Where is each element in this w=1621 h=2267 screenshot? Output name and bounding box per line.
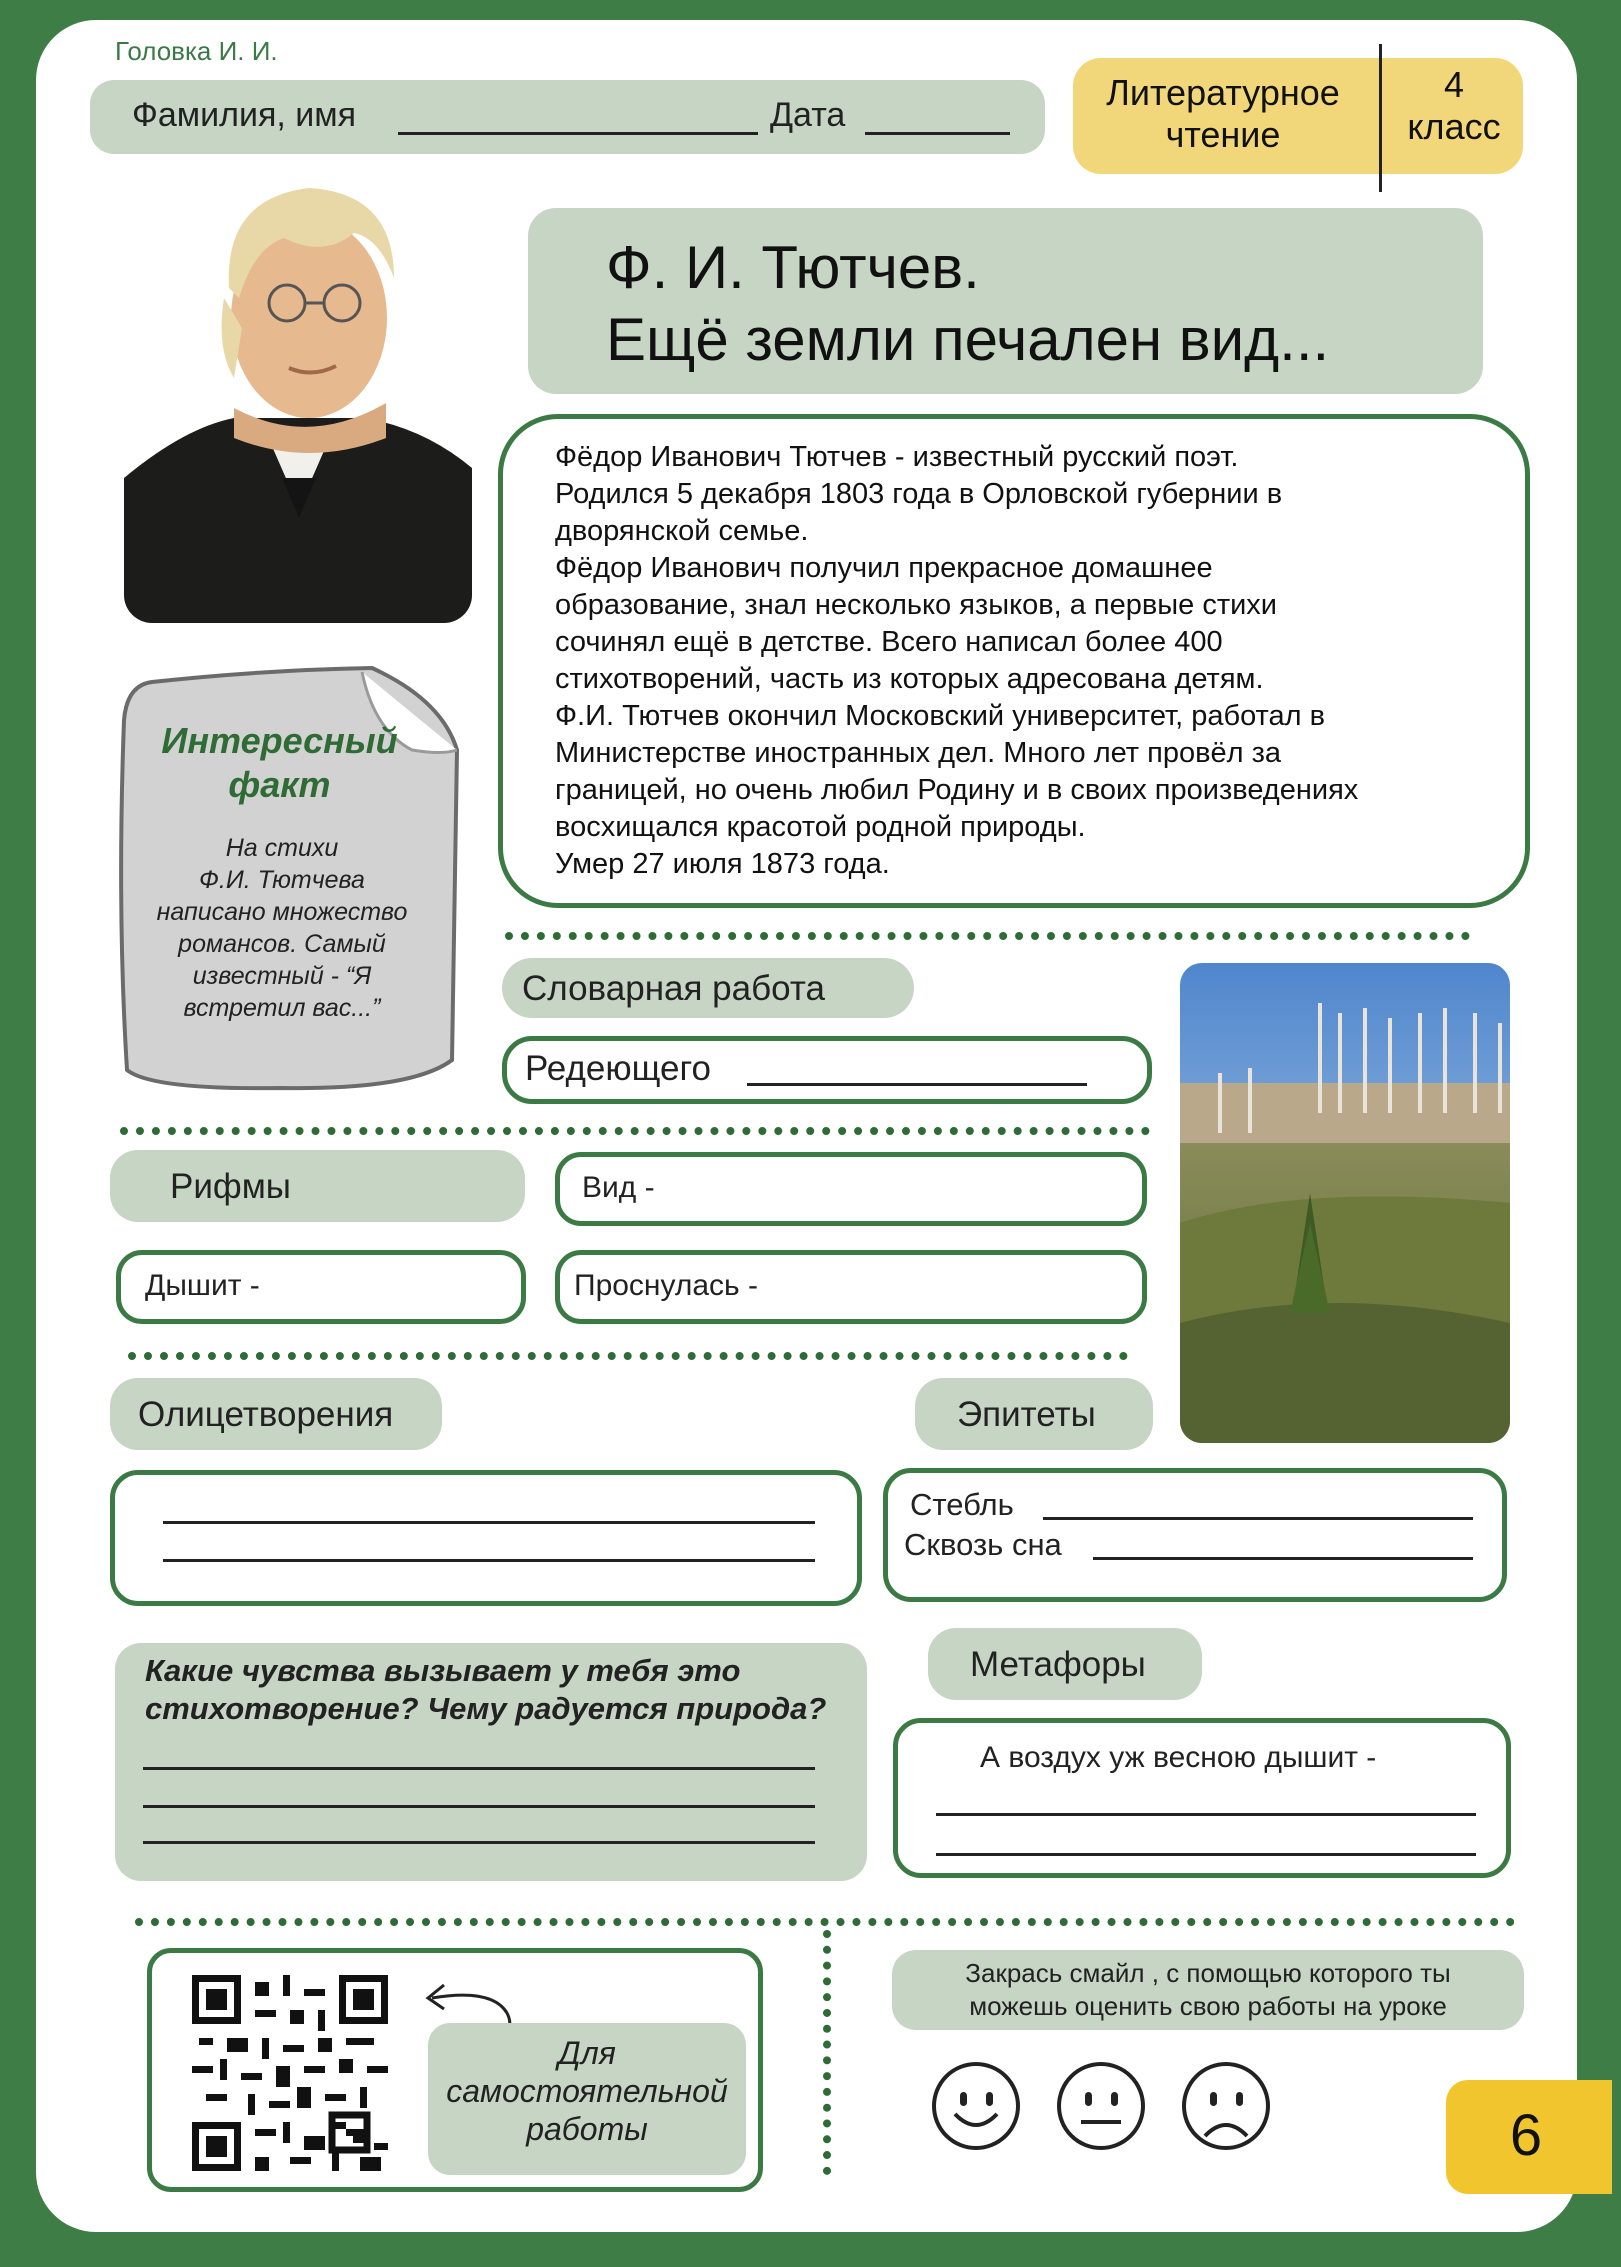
- question-line-b: [143, 1805, 815, 1808]
- epithet-stebl-line: [1043, 1517, 1473, 1520]
- grade-word: класс: [1407, 106, 1501, 147]
- grade-number: 4: [1443, 64, 1465, 105]
- page-number-badge: [1446, 2080, 1612, 2194]
- name-date-bar: [90, 80, 1045, 154]
- rating-line-2: можешь оценить свою работы на уроке: [969, 1991, 1447, 2021]
- fact-heading-1: Интересный: [161, 720, 398, 761]
- separator-3: [128, 1352, 1128, 1360]
- self-work-line-2: самостоятельной: [446, 2073, 728, 2109]
- title-line-1: Ф. И. Тютчев.: [606, 234, 980, 301]
- happy-smiley-icon[interactable]: [932, 2062, 1020, 2150]
- date-field[interactable]: [865, 132, 1010, 135]
- rating-instruction-box: [892, 1950, 1524, 2030]
- rhyme-vid-box[interactable]: [555, 1152, 1147, 1226]
- personification-line-1: [163, 1521, 815, 1524]
- rhymes-label-pill: [110, 1150, 525, 1222]
- metaphors-label: Метафоры: [970, 1645, 1146, 1684]
- epithet-skvoz: Сквозь сна: [904, 1527, 1062, 1562]
- author-name: Головка И. И.: [115, 36, 278, 66]
- epithet-stebl: Стебль: [910, 1487, 1014, 1522]
- self-work-box: [147, 1948, 763, 2192]
- title-box: [528, 208, 1483, 394]
- epithets-box[interactable]: [883, 1468, 1507, 1602]
- self-work-line-1: Для: [558, 2035, 616, 2071]
- question-line-c: [143, 1841, 815, 1844]
- separator-4: [135, 1918, 1515, 1926]
- personification-label: Олицетворения: [138, 1395, 394, 1434]
- landscape-photo: [1180, 963, 1510, 1443]
- rating-line-1: Закрась смайл , с помощью которого ты: [965, 1958, 1451, 1988]
- rhyme-dyshit-box[interactable]: [116, 1250, 526, 1324]
- self-work-line-3: работы: [526, 2111, 648, 2147]
- name-field[interactable]: [398, 132, 758, 135]
- epithets-label-pill: [915, 1378, 1153, 1450]
- separator-vertical: [823, 1930, 831, 2175]
- fact-text: На стихи Ф.И. Тютчева написано множество романсов. Самый известный - “Я встретил вас...”: [156, 834, 408, 1022]
- subject-badge: [1073, 58, 1523, 174]
- sad-smiley-icon[interactable]: [1182, 2062, 1270, 2150]
- fact-heading-2: факт: [228, 764, 331, 805]
- metaphors-box[interactable]: [893, 1718, 1511, 1878]
- metaphor-answer-1: [936, 1813, 1476, 1816]
- vocab-answer-line: [747, 1083, 1087, 1086]
- metaphor-answer-2: [936, 1853, 1476, 1856]
- rhyme-prosnulas-box[interactable]: [555, 1250, 1147, 1324]
- subject-label: Литературное чтение: [1106, 72, 1340, 155]
- personification-box[interactable]: [110, 1470, 862, 1606]
- vocab-word: Редеющего: [525, 1049, 711, 1088]
- subject-divider: [1379, 44, 1382, 192]
- rhyme-vid-label: Вид -: [582, 1171, 655, 1204]
- epithet-skvoz-line: [1093, 1557, 1473, 1560]
- question-box[interactable]: [115, 1643, 867, 1881]
- vocab-box[interactable]: [502, 1036, 1152, 1104]
- question-line-2: стихотворение? Чему радуется природа?: [145, 1691, 827, 1726]
- separator-1: [505, 932, 1470, 940]
- vocab-label: Словарная работа: [522, 969, 825, 1008]
- self-work-label-box: [428, 2023, 746, 2175]
- vocab-label-pill: [502, 958, 914, 1018]
- name-label: Фамилия, имя: [132, 96, 357, 134]
- portrait-photo: [124, 178, 472, 623]
- personification-label-pill: [110, 1378, 442, 1450]
- biography-box: [498, 414, 1530, 908]
- biography-text: Фёдор Иванович Тютчев - известный русский поэт. Родился 5 декабря 1803 года в Орловской губернии в дворянской семье. Фёдор Иванович получил прекрасное домашнее образование, знал несколько языков, а первые стихи сочинял ещё в детстве. Всего написал более 400 стихотворений, часть из которых адресована детям. Ф.И. Тютчев окончил Московский университет, работал в Министерстве иностранных дел. Много лет провёл за границей, но очень любил Родину и в своих произведениях восхищался красотой родной природы. Умер 27 июля 1873 года.: [555, 441, 1359, 880]
- qr-code[interactable]: [192, 1975, 388, 2171]
- epithets-label: Эпитеты: [957, 1395, 1096, 1434]
- metaphors-label-pill: [928, 1628, 1202, 1700]
- question-line-1: Какие чувства вызывает у тебя это: [145, 1653, 741, 1688]
- title-line-2: Ещё земли печален вид...: [606, 306, 1330, 373]
- qr-code-icon: [192, 1975, 388, 2171]
- personification-line-2: [163, 1559, 815, 1562]
- neutral-smiley-icon[interactable]: [1057, 2062, 1145, 2150]
- question-line-a: [143, 1767, 815, 1770]
- separator-2: [120, 1127, 1150, 1135]
- page-number: 6: [1509, 2103, 1543, 2168]
- metaphor-line-text: А воздух уж весною дышит -: [980, 1741, 1377, 1774]
- fact-note: [112, 660, 462, 1094]
- rhymes-label: Рифмы: [170, 1167, 291, 1206]
- rhyme-dyshit-label: Дышит -: [145, 1269, 260, 1302]
- rhyme-prosnulas-label: Проснулась -: [574, 1269, 758, 1302]
- date-label: Дата: [770, 96, 846, 134]
